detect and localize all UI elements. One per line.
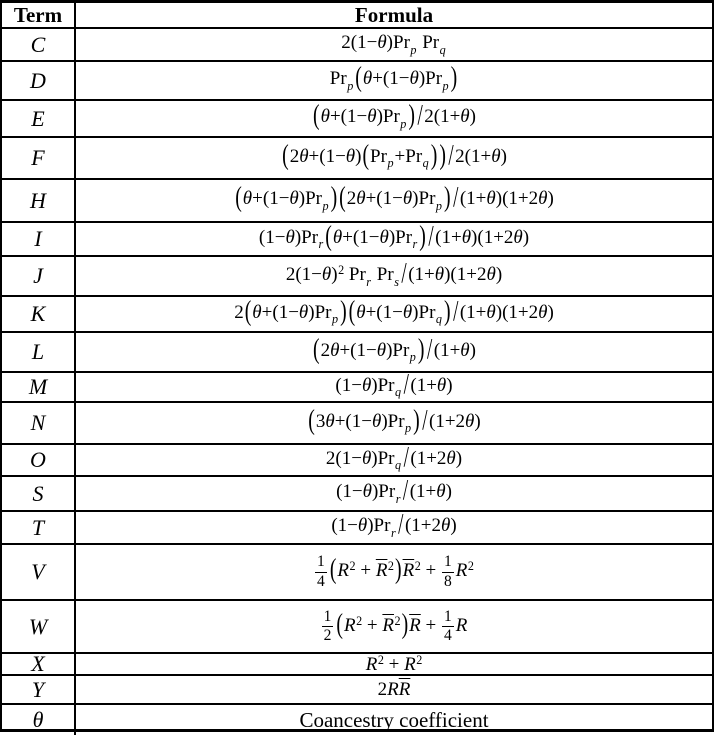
formula-cell: $(1-\theta)Pr_q$ /(1+θ) [335, 373, 453, 401]
table-row [2, 512, 712, 545]
formula-cell: $2(1-\theta)Pr_q$ /(1+2θ) [325, 445, 463, 474]
formula-cell: $\frac{1}{2}$ $(R^2 + \overline{R}^2)\overline{R}$ + $\frac{1}{4}$ R [323, 607, 468, 644]
table-row [2, 297, 712, 333]
formula-cell: $(1-\theta)Pr_r$ ($\theta+(1-\theta)Pr_r$ ) /(1+θ)(1+2θ) [258, 223, 530, 253]
table-row [2, 654, 712, 676]
formula-cell: $Pr_p$ ($\theta+(1-\theta)Pr_p$ ) [329, 62, 458, 94]
term-cell: θ [2, 705, 76, 735]
table-row [2, 477, 712, 512]
table-row [2, 101, 712, 138]
formula-cell: ($3\theta+(1-\theta)Pr_p$ ) /(1+2θ) [308, 403, 481, 437]
table-row [2, 676, 712, 705]
term-cell: W [2, 601, 76, 652]
term-cell: I [2, 223, 76, 255]
formula-cell: ($\theta+(1-\theta)Pr_p$ ) ($2\theta+(1-\theta)Pr_p$ ) /(1+θ)(1+2θ) [235, 181, 554, 215]
table-row [2, 705, 712, 735]
formula-cell: $2(1-\theta)^2$ $Pr_r$ $Pr_s$ /(1+θ)(1+2θ) [285, 257, 503, 291]
term-cell: E [2, 101, 76, 136]
term-cell: N [2, 403, 76, 443]
table-row [2, 29, 712, 62]
formula-cell: $R^2 + \overline{R}^2$ [365, 654, 423, 674]
formula-cell: Coancestry coefficient [299, 707, 489, 732]
table-row [2, 223, 712, 257]
table-row [2, 180, 712, 223]
formula-cell: $(1-\theta)Pr_r$ /(1+2θ) [331, 512, 457, 542]
term-cell: V [2, 545, 76, 599]
formula-cell: ($\theta+(1-\theta)Pr_p$ ) /2(1+θ) [313, 101, 476, 133]
table-row [2, 138, 712, 180]
term-cell: J [2, 257, 76, 295]
term-cell: M [2, 373, 76, 401]
table-row [2, 403, 712, 445]
term-cell: C [2, 29, 76, 60]
header-formula: Formula [354, 3, 434, 27]
formula-cell: $2R\overline{R}$ [377, 679, 411, 700]
formula-cell: ($2\theta+(1-\theta)(Pr_p+Pr_q$ ) ) /2(1+θ) [282, 138, 507, 172]
term-cell: F [2, 138, 76, 178]
formula-cell: $2(1-\theta)Pr_p$ $Pr_q$ [341, 32, 446, 57]
table-row [2, 545, 712, 601]
formula-cell: $\frac{1}{4}$ $(R^2 + \overline{R}^2)\overline{R}^2$ + $\frac{1}{8}$ $R^2$ [317, 553, 474, 590]
table-row [2, 257, 712, 297]
table-row [2, 333, 712, 373]
table-row [2, 373, 712, 403]
formula-cell: ($2\theta+(1-\theta)Pr_p$ ) /(1+θ) [313, 333, 476, 366]
formula-cell: $(1-\theta)Pr_r$ /(1+θ) [336, 477, 452, 508]
table-row [2, 601, 712, 654]
term-cell: O [2, 445, 76, 475]
term-cell: H [2, 180, 76, 221]
table-header-row [2, 3, 712, 29]
header-term: Term [2, 3, 76, 27]
term-cell: S [2, 477, 76, 510]
term-cell: T [2, 512, 76, 543]
term-cell: K [2, 297, 76, 331]
term-cell: Y [2, 676, 76, 703]
term-cell: L [2, 333, 76, 371]
formula-cell: $2(\theta+(1-\theta)Pr_p$ ) ($\theta+(1-\theta)Pr_q$ ) /(1+θ)(1+2θ) [234, 297, 554, 328]
term-cell: X [2, 654, 76, 674]
table-row [2, 62, 712, 101]
term-cell: D [2, 62, 76, 99]
table-row [2, 445, 712, 477]
